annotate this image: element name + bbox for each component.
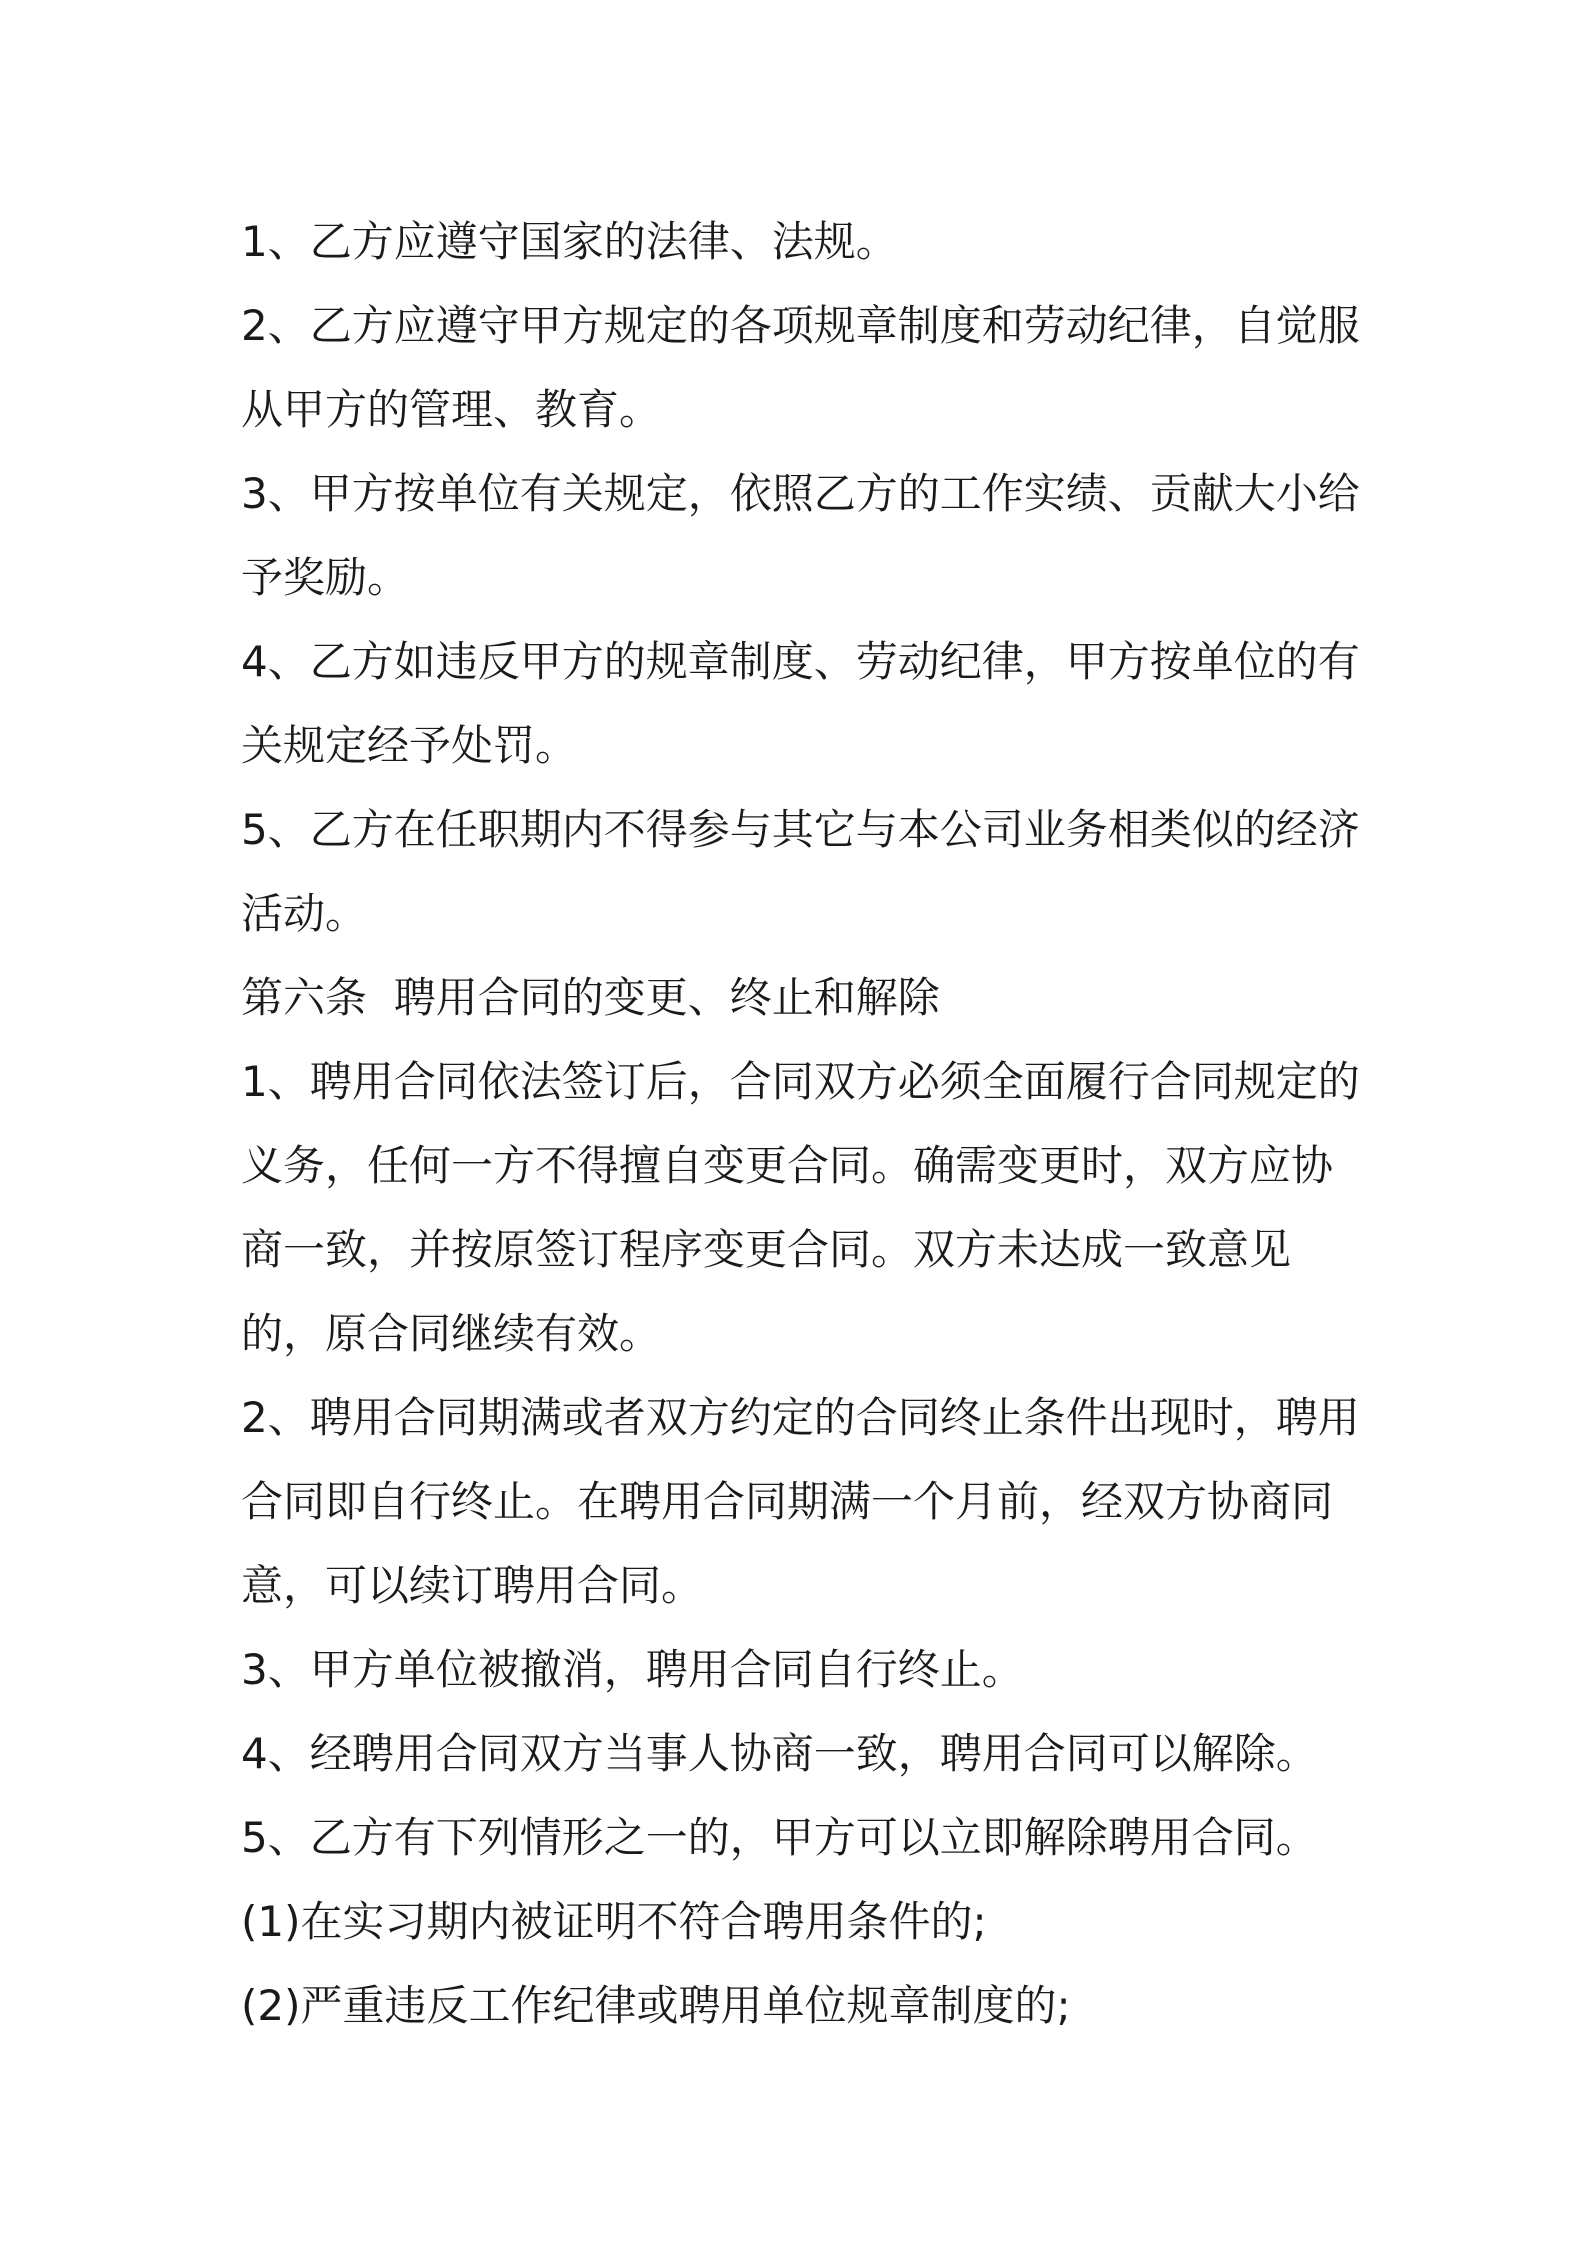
clause-6-item-2: 2、聘用合同期满或者双方约定的合同终止条件出现时，聘用合同即自行终止。在聘用合同期满一个月前，经双方协商同意，可以续订聘用合同。 [241, 1393, 1360, 1610]
clause-6-item-4: 4、经聘用合同双方当事人协商一致，聘用合同可以解除。 [241, 1729, 1318, 1778]
clause-5-item-2: 2、乙方应遵守甲方规定的各项规章制度和劳动纪律，自觉服从甲方的管理、教育。 [241, 301, 1360, 434]
document-body [241, 200, 1361, 2048]
clause-5-item-3: 3、甲方按单位有关规定，依照乙方的工作实绩、贡献大小给予奖励。 [241, 469, 1360, 602]
section-heading-article-6: 第六条 聘用合同的变更、终止和解除 [241, 973, 940, 1022]
clause-6-item-1: 1、聘用合同依法签订后，合同双方必须全面履行合同规定的义务，任何一方不得擅自变更合同。确需变更时，双方应协商一致，并按原签订程序变更合同。双方未达成一致意见的，原合同继续有效。 [241, 1057, 1360, 1358]
clause-6-item-5: 5、乙方有下列情形之一的，甲方可以立即解除聘用合同。 [241, 1813, 1318, 1862]
clause-6-item-3: 3、甲方单位被撤消，聘用合同自行终止。 [241, 1645, 1024, 1694]
clause-5-item-5: 5、乙方在任职期内不得参与其它与本公司业务相类似的经济活动。 [241, 805, 1360, 938]
clause-5-item-4: 4、乙方如违反甲方的规章制度、劳动纪律，甲方按单位的有关规定经予处罚。 [241, 637, 1360, 770]
clause-6-item-5-sub-2: (2)严重违反工作纪律或聘用单位规章制度的; [241, 1981, 1071, 2030]
clause-6-item-5-sub-1: (1)在实习期内被证明不符合聘用条件的; [241, 1897, 987, 1946]
clause-5-item-1: 1、乙方应遵守国家的法律、法规。 [241, 217, 898, 266]
